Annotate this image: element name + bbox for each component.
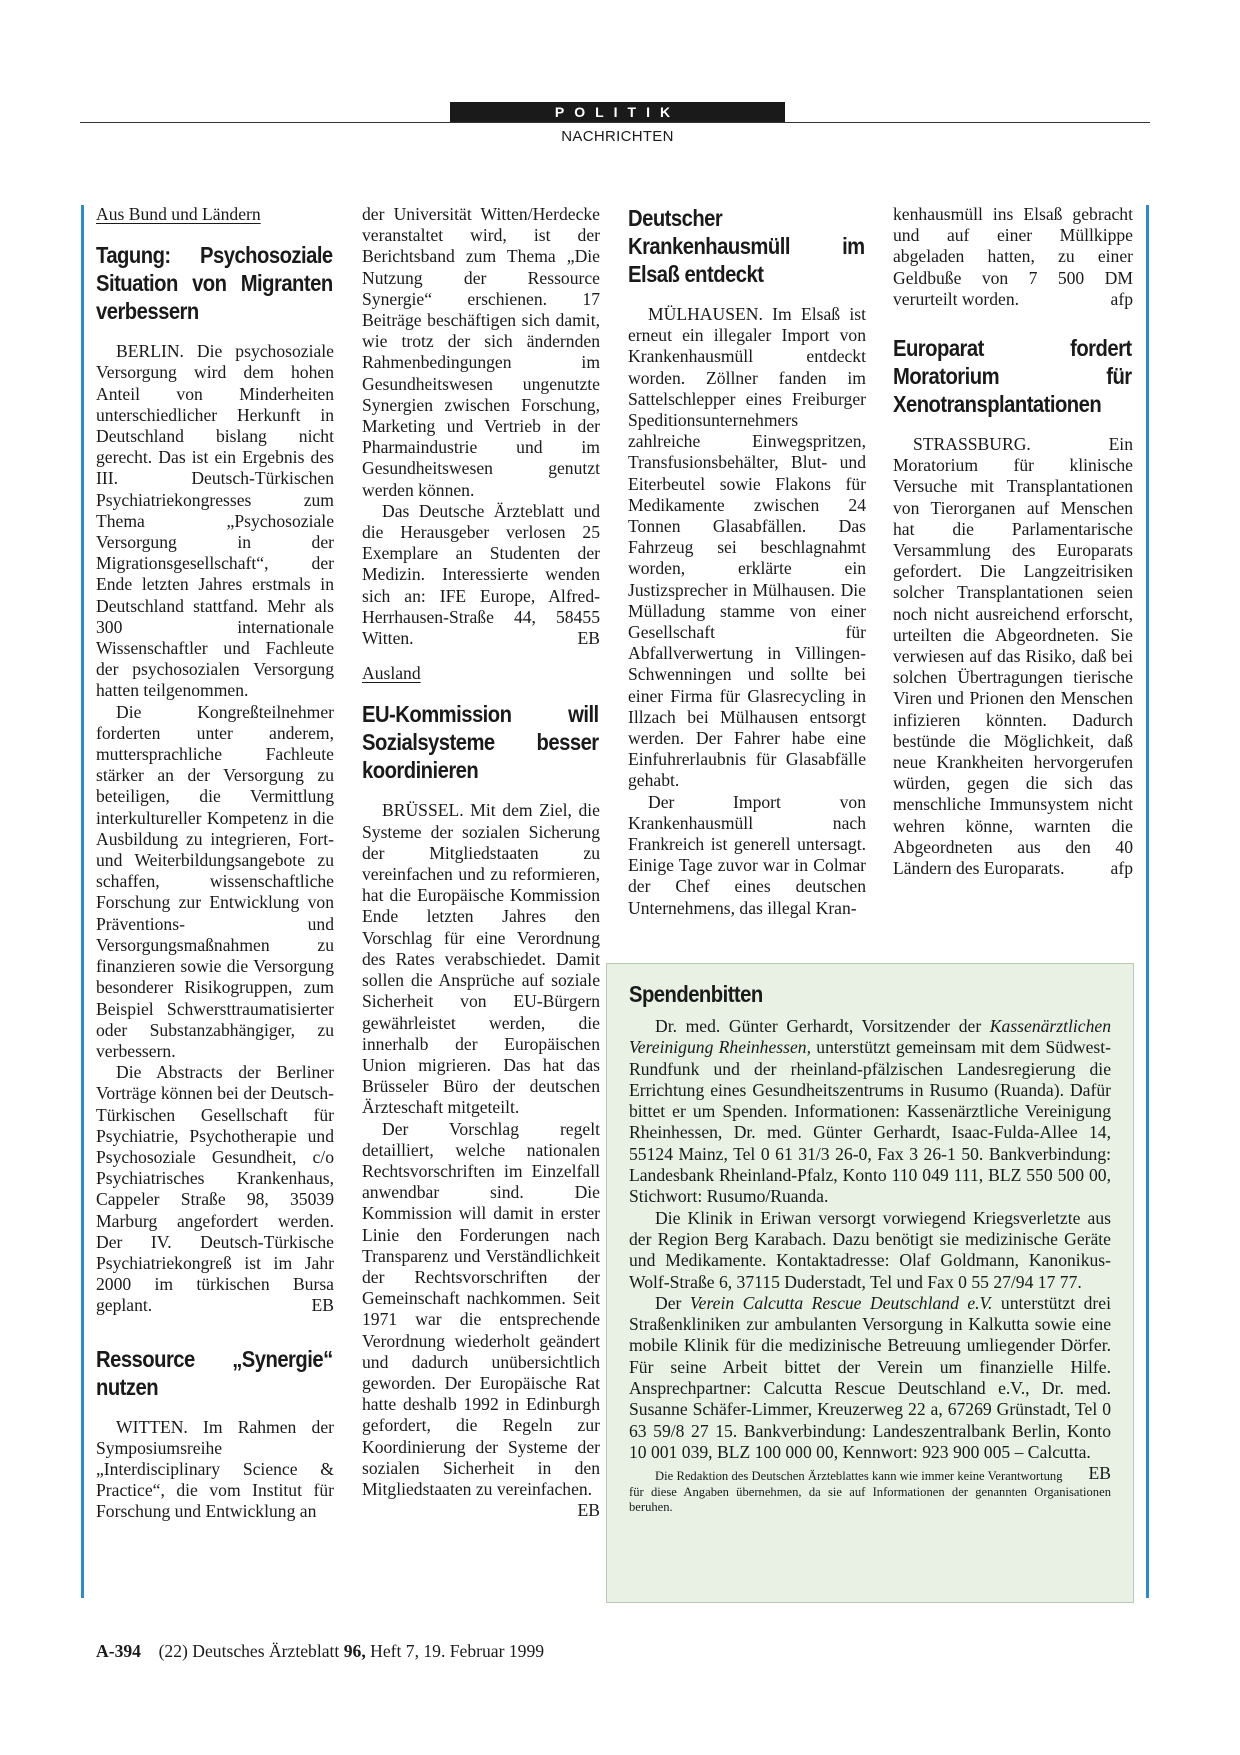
box-paragraph: Dr. med. Günter Gerhardt, Vorsitzender der Kassenärztlichen Vereinigung Rheinhessen, unterstützt gemeinsam mit dem Südwest-Rundfunk und der rheinland-pfälzischen Landesregierung die Errichtung eines Gesundheitszentrums in Rusumo (Ruanda). Dafür bittet er um Spenden. Informationen: Kassenärztliche Vereinigung Rheinhessen, Dr. med. Günter Gerhardt, Isaac-Fulda-Allee 14, 55124 Mainz, Tel 0 61 31/3 26-0, Fax 3 26-1 50. Bankverbindung: Landesbank Rheinland-Pfalz, Konto 110 049 111, BLZ 550 500 00, Stichwort: Rusumo/Ruanda. (629, 1016, 1112, 1207)
article-paragraph: BRÜSSEL. Mit dem Ziel, die Systeme der sozialen Sicherung der Mitgliedstaaten zu vereinfachen und zu reformieren, hat die Europäische Kommission Ende letzten Jahres den Vorschlag für eine Verordnung des Rates verabschiedet. Damit sollen die Ansprüche auf soziale Sicherheit von EU-Bürgern gewährleistet werden, die innerhalb der Europäischen Union migrieren. Das hat das Brüsseler Büro der deutschen Ärzteschaft mitgeteilt. (362, 800, 600, 1118)
article-title-eu-kommission: EU-Kommission will Sozialsysteme besser koordinieren (362, 701, 599, 784)
kicker-foreign: Ausland (362, 663, 421, 684)
article-paragraph: Der Import von Krankenhausmüll nach Frankreich ist generell untersagt. Einige Tage zuvor war in Colmar der Chef eines deutschen Unternehmens, das illegal Kran- (628, 791, 866, 918)
header-rule (80, 122, 1150, 123)
kicker-domestic: Aus Bund und Ländern (96, 204, 261, 224)
issue-info: (22) Deutsches Ärzteblatt 96, Heft 7, 19. Februar 1999 (158, 1641, 545, 1661)
page-footer (96, 1641, 544, 1662)
column-accent-bar (81, 205, 84, 1598)
box-paragraph: Der Verein Calcutta Rescue Deutschland e.V. unterstützt drei Straßenkliniken zur ambulanten Versorgung in Kalkutta sowie eine mobile Klinik für die medizinische Betreuung umliegender Dörfer. Für seine Arbeit bittet der Verein um finanzielle Hilfe. Ansprechpartner: Calcutta Rescue Deutschland e.V., Dr. med. Susanne Schäfer-Limmer, Kreuzerweg 22 a, 67269 Grünstadt, Tel 0 63 59/8 27 15. Bankverbindung: Landeszentralbank Berlin, Konto 10 001 039, BLZ 100 000 00, Kennwort: 923 900 005 – Calcutta. EB (629, 1292, 1111, 1484)
author-signature: EB (311, 1295, 334, 1316)
author-signature: EB (1088, 1463, 1111, 1484)
section-label: POLITIK (450, 102, 785, 122)
article-title-europarat: Europarat fordert Moratorium für Xenotransplantationen (893, 335, 1132, 418)
article-paragraph: Der Vorschlag regelt detailliert, welche nationalen Rechtsvorschriften im Einzelfall anwendbar sind. Die Kommission will damit in erster Linie den Forderungen nach Transparenz und Verständlichkeit der Rechtsvorschriften der Gemeinschaft nachkommen. Seit 1971 war die entsprechende Verordnung wiederholt geändert und dadurch unübersichtlich geworden. Der Europäische Rat hatte deshalb 1992 in Edinburgh gefordert, die Regeln zur Koordinierung der Systeme der sozialen Sicherheit in den Mitgliedstaaten zu vereinfachen. EB (362, 1118, 600, 1521)
subsection-label: NACHRICHTEN (561, 128, 674, 145)
article-title-migranten: Tagung: Psychosoziale Situation von Migranten verbessern (96, 242, 333, 325)
page-number: A-394 (96, 1641, 141, 1661)
author-signature: EB (577, 628, 600, 649)
article-paragraph: Die Kongreßteilnehmer forderten unter anderem, muttersprachliche Fachleute stärker an der Versorgung zu beteiligen, die Vermittlung interkultureller Kompetenz in die Ausbildung zu integrieren, Fort- und Weiterbildungsangebote zu schaffen, wissenschaftliche Forschung zur Entwicklung von Präventions- und Versorgungsmaßnahmen zu finanzieren sowie die Versorgung besonderer Risikogruppen, zum Beispiel Schwersttraumatisierter oder Substanzabhängiger, zu verbessern. (96, 701, 334, 1061)
article-title-synergie: Ressource „Synergie“ nutzen (96, 1345, 333, 1400)
article-paragraph: kenhausmüll ins Elsaß gebracht und auf einer Müllkippe abgeladen hatten, zu einer Geldbuße von 7 500 DM verurteilt worden. afp (893, 204, 1133, 309)
article-paragraph: STRASSBURG. Ein Moratorium für klinische Versuche mit Transplantationen von Tierorganen auf Menschen hat die Parlamentarische Versammlung des Europarats gefordert. Die Langzeitrisiken solcher Transplantationen seien noch nicht ausreichend erforscht, urteilten die Abgeordneten. Sie verwiesen auf das Risiko, daß bei solchen Übertragungen tierische Viren und Prionen den Menschen infizieren könnten. Dadurch bestünde die Möglichkeit, daß neue Krankheiten hervorgerufen würden, gegen die sich das menschliche Immunsystem nicht wehren könne, warnten die Abgeordneten aus den 40 Ländern des Europarats. afp (893, 434, 1133, 879)
column-accent-bar-right (1146, 205, 1149, 1598)
article-paragraph: WITTEN. Im Rahmen der Symposiumsreihe „Interdisciplinary Science & Practice“, die vom Institut für Forschung und Entwicklung an (96, 1416, 334, 1522)
column-3 (628, 204, 866, 919)
author-signature: afp (1110, 288, 1133, 309)
editorial-disclaimer: Die Redaktion des Deutschen Ärzteblattes kann wie immer keine Verantwortung für diese Angaben übernehmen, da sie auf Informationen der genannten Organisationen beruhen. (629, 1469, 1111, 1515)
donation-box (606, 963, 1134, 1603)
column-1 (96, 204, 334, 1523)
column-4 (893, 204, 1133, 879)
author-signature: afp (1110, 858, 1133, 879)
column-2 (362, 204, 600, 1521)
box-title: Spendenbitten (629, 981, 763, 1007)
article-paragraph: der Universität Witten/Herdecke veranstaltet wird, ist der Berichtsband zum Thema „Die Nutzung der Ressource Synergie“ erschienen. 17 Beiträge beschäftigen sich damit, wie trotz der sich ändernden Rahmenbedingungen im Gesundheitswesen ungenutzte Synergien zwischen Forschung, Marketing und Vertrieb in der Pharmaindustrie und im Gesundheitswesen genutzt werden können. (362, 204, 600, 500)
article-title-krankenhausmuell: Deutscher Krankenhausmüll im Elsaß entdeckt (628, 205, 865, 287)
article-paragraph: MÜLHAUSEN. Im Elsaß ist erneut ein illegaler Import von Krankenhausmüll entdeckt worden. Zöllner fanden im Sattelschlepper eines Freiburger Speditionsunternehmers zahlreiche Einwegspritzen, Transfusionsbehälter, Blut- und Eiterbeutel sowie Flakons für Medikamente zwischen 24 Tonnen Glasabfällen. Das Fahrzeug sei beschlagnahmt worden, erklärte ein Justizsprecher in Mülhausen. Die Mülladung stamme von einer Gesellschaft für Abfallverwertung in Villingen-Schwenningen und sollte bei einer Firma für Glasrecycling in Illzach bei Mülhausen entsorgt werden. Der Fahrer habe eine Einfuhrerlaubnis für Glasabfälle gehabt. (628, 304, 866, 791)
author-signature: EB (577, 1500, 600, 1521)
article-paragraph: BERLIN. Die psychosoziale Versorgung wird dem hohen Anteil von Minderheiten unterschiedlicher Herkunft in Deutschland bislang nicht gerecht. Das ist ein Ergebnis des III. Deutsch-Türkischen Psychiatriekongresses zum Thema „Psychosoziale Versorgung in der Migrationsgesellschaft“, der Ende letzten Jahres erstmals in Deutschland stattfand. Mehr als 300 internationale Wissenschaftler und Fachleute der psychosozialen Versorgung hatten teilgenommen. (96, 341, 334, 701)
article-paragraph: Die Abstracts der Berliner Vorträge können bei der Deutsch-Türkischen Gesellschaft für Psychiatrie, Psychotherapie und Psychosoziale Gesundheit, c/o Psychiatrisches Krankenhaus, Cappeler Straße 98, 35039 Marburg angefordert werden. Der IV. Deutsch-Türkische Psychiatriekongreß ist im Jahr 2000 im türkischen Bursa geplant. EB (96, 1062, 334, 1316)
box-paragraph: Die Klinik in Eriwan versorgt vorwiegend Kriegsverletzte aus der Region Berg Karabach. Dazu benötigt sie medizinische Geräte und Medikamente. Kontaktadresse: Olaf Goldmann, Kanonikus-Wolf-Straße 6, 37115 Duderstadt, Tel und Fax 0 55 27/94 17 77. (629, 1207, 1111, 1292)
article-paragraph: Das Deutsche Ärzteblatt und die Herausgeber verlosen 25 Exemplare an Studenten der Medizin. Interessierte wenden sich an: IFE Europe, Alfred-Herrhausen-Straße 44, 58455 Witten. EB (362, 500, 600, 649)
